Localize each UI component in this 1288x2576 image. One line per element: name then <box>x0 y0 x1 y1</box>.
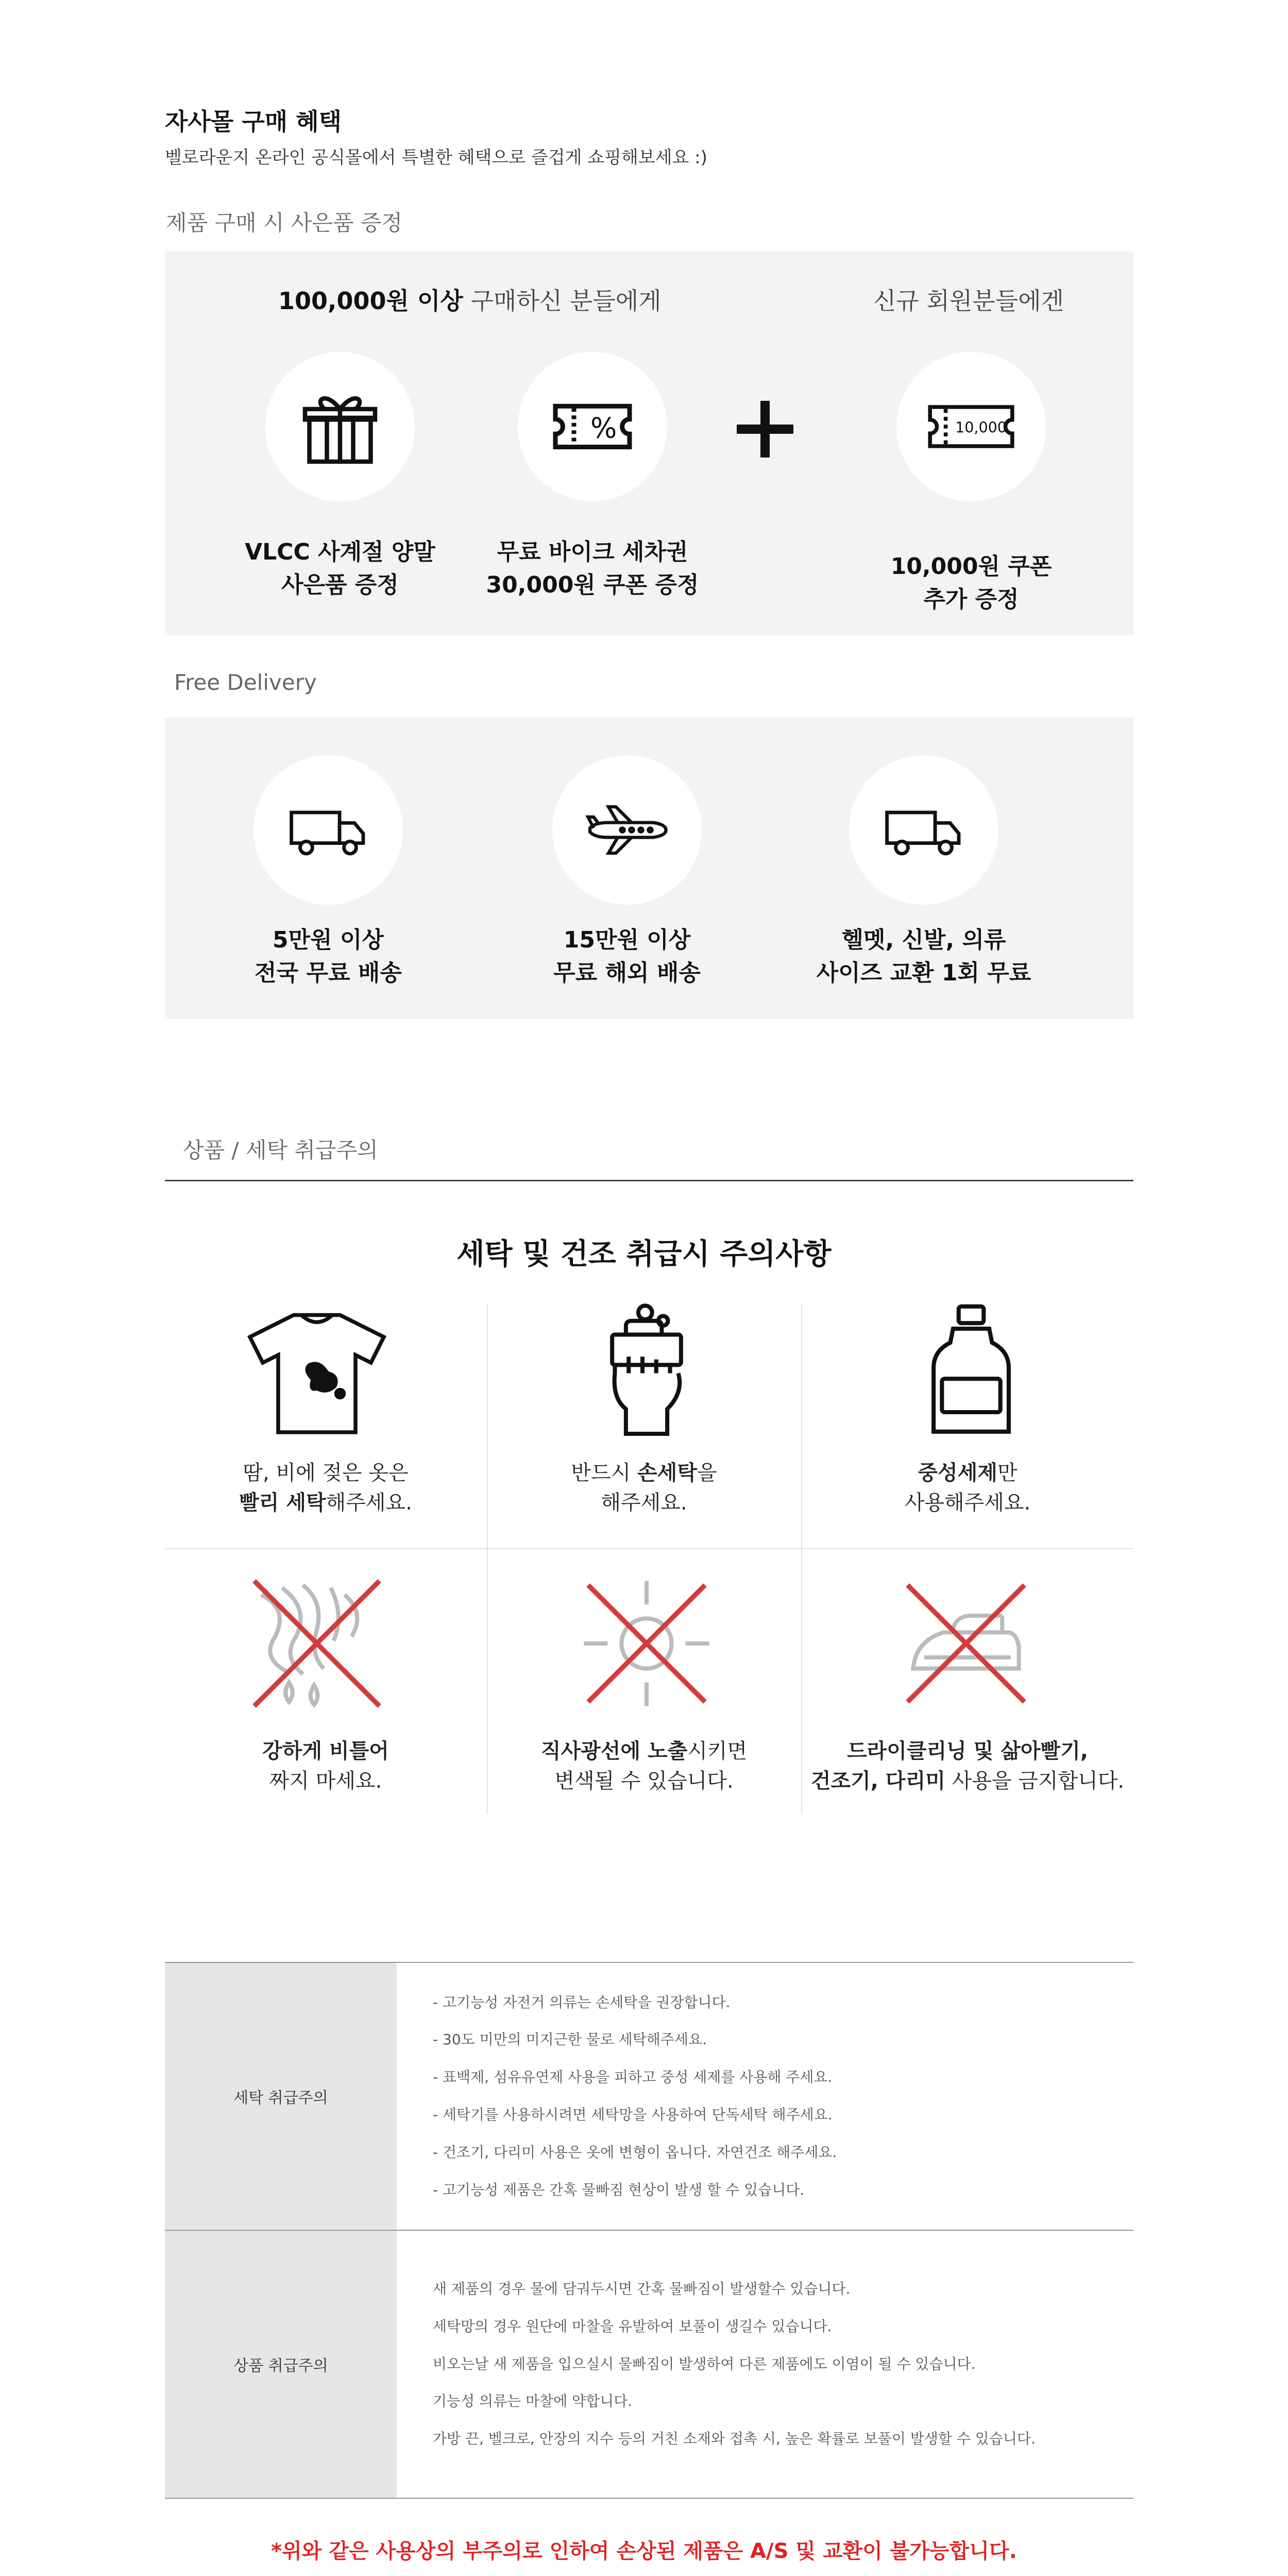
delivery-icon-circle-2 <box>552 755 702 905</box>
stained-shirt-icon <box>242 1309 392 1437</box>
detergent-bottle-icon <box>925 1301 1018 1440</box>
care-cell-4-text: 강하게 비틀어 짜지 마세요. <box>262 1739 389 1793</box>
benefits-title: 자사몰 구매 혜택 <box>165 108 342 135</box>
svg-text:10,000: 10,000 <box>955 419 1007 436</box>
table-row-content: 새 제품의 경우 물에 담궈두시면 간혹 물빠짐이 발생할수 있습니다. 세탁망의 경우 원단에 마찰을 유발하여 보풀이 생길수 있습니다. 비오는날 새 제품을 입으실시 물빠짐이 발생하여 다른 제품에도 이염이 될 수 있습니다. 기능성 의류는 마찰에 약합니다. 가방 끈, 벨크로, 안장의 지수 등의 거친 소재와 접촉 시, 높은 확률로 보풀이 발생할 수 있습니다. <box>397 2230 1133 2498</box>
gift-box <box>165 251 1133 635</box>
care-cell-2-text: 반드시 손세탁을 해주세요. <box>571 1461 717 1515</box>
table-row-header: 상품 취급주의 <box>165 2230 397 2498</box>
gift-item-2-text: 무료 바이크 세차권 30,000원 쿠폰 증정 <box>486 539 699 598</box>
gift-item-3-text: 10,000원 쿠폰 추가 증정 <box>890 553 1052 613</box>
airplane-icon <box>581 784 673 876</box>
care-title: 세탁 및 건조 취급시 주의사항 <box>456 1238 832 1271</box>
benefits-subtitle: 벨로라운지 온라인 공식몰에서 특별한 혜택으로 즐겁게 쇼핑해보세요 :) <box>165 147 707 168</box>
delivery-item-1-text: 5만원 이상 전국 무료 배송 <box>255 927 402 986</box>
care-cell-6-text: 드라이클리닝 및 삶아빨기, 건조기, 다리미 사용을 금지합니다. <box>810 1739 1125 1793</box>
gift-section-label: 제품 구매 시 사은품 증정 <box>166 210 403 235</box>
plus-icon <box>737 401 793 457</box>
gift-item-1-text: VLCC 사계절 양말 사은품 증정 <box>245 539 435 598</box>
care-grid-divider <box>165 1548 1133 1549</box>
discount-ticket-icon <box>546 380 639 473</box>
truck-icon <box>284 786 372 874</box>
no-iron-icon <box>896 1574 1036 1713</box>
care-info-table <box>165 1962 1133 2499</box>
care-warning-notice: *위와 같은 사용상의 부주의로 인하여 손상된 제품은 A/S 및 교환이 불가능합니다. <box>271 2539 1017 2563</box>
delivery-section-label: Free Delivery <box>174 670 317 695</box>
care-grid-divider <box>801 1303 802 1814</box>
new-member-header: 신규 회원분들에겐 <box>873 287 1064 315</box>
care-cell-3-text: 중성세제만 사용해주세요. <box>904 1461 1031 1515</box>
truck-icon <box>880 786 968 874</box>
no-wring-icon <box>247 1574 386 1713</box>
table-row <box>165 2230 1133 2498</box>
care-grid-divider <box>487 1303 488 1814</box>
gift-icon <box>296 383 384 470</box>
care-cell-5-text: 직사광선에 노출시키면 변색될 수 있습니다. <box>540 1739 748 1793</box>
delivery-item-2-text: 15만원 이상 무료 해외 배송 <box>553 927 701 986</box>
care-section-label: 상품 / 세탁 취급주의 <box>183 1138 378 1163</box>
discount-icon-circle <box>518 352 667 501</box>
table-row <box>165 1962 1133 2230</box>
delivery-icon-circle-3 <box>849 755 998 905</box>
hand-wash-icon <box>587 1301 706 1440</box>
delivery-box <box>165 718 1133 1019</box>
care-section-rule <box>165 1180 1133 1181</box>
coupon-icon-circle <box>896 352 1046 501</box>
care-cell-1-text: 땀, 비에 젖은 옷은 빨리 세탁해주세요. <box>239 1461 412 1515</box>
table-row-content: - 고기능성 자전거 의류는 손세탁을 권장합니다. - 30도 미만의 미지근한 물로 세탁해주세요. - 표백제, 섬유유연제 사용을 피하고 중성 세제를 사용해 주세요. - 세탁기를 사용하시려면 세탁망을 사용하여 단독세탁 해주세요. - 건조기, 다리미 사용은 옷에 변형이 옵니다. 자연건조 해주세요. - 고기능성 제품은 간혹 물빠짐 현상이 발생 할 수 있습니다. <box>397 1962 1133 2230</box>
no-sunlight-icon <box>577 1574 716 1713</box>
delivery-icon-circle-1 <box>253 755 403 905</box>
svg-text:%: % <box>590 412 617 445</box>
table-row-header: 세탁 취급주의 <box>165 1962 397 2230</box>
delivery-item-3-text: 헬멧, 신발, 의류 사이즈 교환 1회 무료 <box>816 927 1031 986</box>
gift-icon-circle <box>265 352 415 501</box>
coupon-ticket-icon <box>922 378 1020 476</box>
gift-header: 100,000원 이상 구매하신 분들에게 <box>278 287 662 315</box>
